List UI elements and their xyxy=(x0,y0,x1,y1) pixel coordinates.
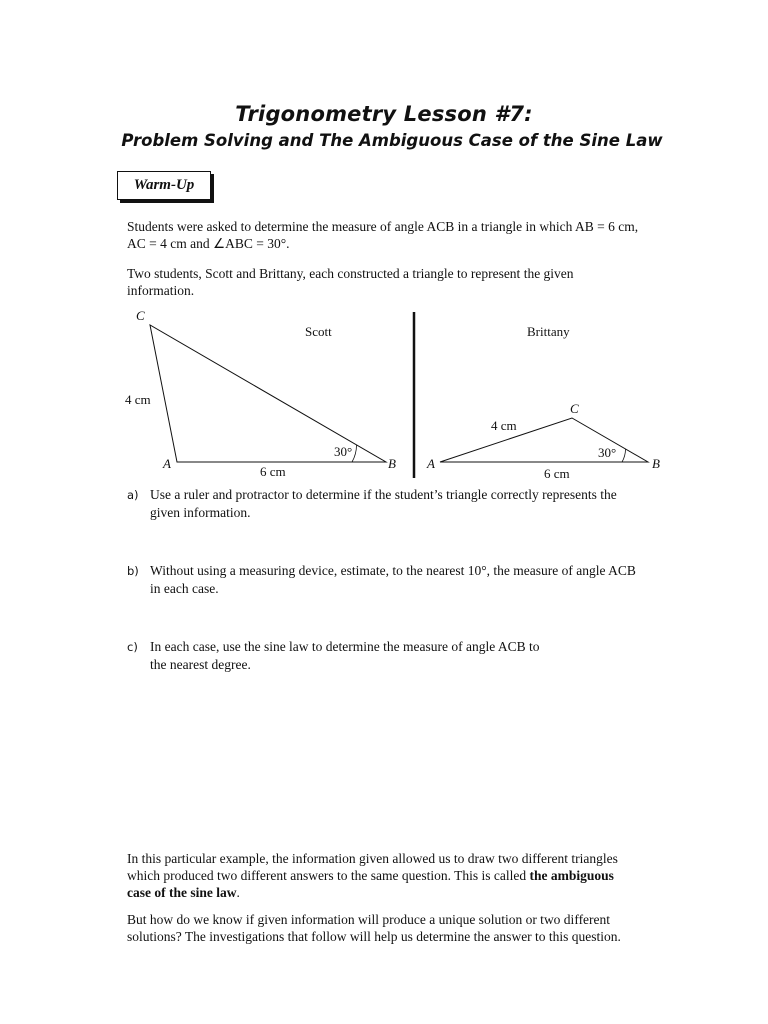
conclusion-p2-line2: solutions? The investigations that follow will help us determine the answer to this question. xyxy=(127,929,621,944)
conclusion-p2-line1: But how do we know if given information will produce a unique solution or two different xyxy=(127,912,611,927)
question-a-line2: given information. xyxy=(150,505,251,520)
scott-name-label: Scott xyxy=(305,324,332,339)
scott-vertex-b: B xyxy=(388,456,396,471)
scott-side-ac-label: 4 cm xyxy=(125,392,151,407)
conclusion-paragraph-2 xyxy=(127,911,687,945)
conclusion-p1-end: . xyxy=(236,885,240,900)
question-b-line1: Without using a measuring device, estimate, to the nearest 10°, the measure of angle ACB xyxy=(150,563,636,578)
intro-p2-line2: information. xyxy=(127,283,195,298)
question-a-letter: a) xyxy=(127,488,139,502)
brittany-side-ab-label: 6 cm xyxy=(544,466,570,481)
brittany-diagram xyxy=(426,324,660,481)
intro-p2-line1: Two students, Scott and Brittany, each constructed a triangle to represent the given xyxy=(127,266,574,281)
lesson-title: Trigonometry Lesson #7: xyxy=(235,102,533,126)
question-c xyxy=(127,638,687,673)
triangle-diagrams xyxy=(0,0,768,490)
scott-vertex-a: A xyxy=(163,456,171,471)
question-a-line1: Use a ruler and protractor to determine if the student’s triangle correctly represents the xyxy=(150,487,617,502)
brittany-triangle xyxy=(440,418,648,462)
intro-p1-line2: AC = 4 cm and ∠ABC = 30°. xyxy=(127,236,290,251)
conclusion-bold-ambiguous: the ambiguous xyxy=(529,868,614,883)
conclusion-bold-sine-law: case of the sine law xyxy=(127,885,237,900)
warm-up-label: Warm-Up xyxy=(117,171,211,200)
brittany-angle-arc xyxy=(622,449,626,462)
brittany-vertex-a: A xyxy=(427,456,435,471)
question-c-line2: the nearest degree. xyxy=(150,657,251,672)
brittany-vertex-c: C xyxy=(570,401,579,416)
scott-vertex-c: C xyxy=(136,308,145,323)
conclusion-p1-line2: which produced two different answers to the same question. This is called xyxy=(127,868,530,883)
brittany-vertex-b: B xyxy=(652,456,660,471)
question-b-line2: in each case. xyxy=(150,581,219,596)
conclusion-p1-line1: In this particular example, the information given allowed us to draw two different triangles xyxy=(127,851,618,866)
conclusion-paragraph-1 xyxy=(127,850,687,901)
lesson-subtitle: Problem Solving and The Ambiguous Case of the Sine Law xyxy=(121,131,663,150)
brittany-angle-b-label: 30° xyxy=(598,445,617,460)
scott-side-ab-label: 6 cm xyxy=(260,464,286,479)
scott-angle-b-label: 30° xyxy=(334,444,353,459)
brittany-name-label: Brittany xyxy=(527,324,570,339)
question-c-line1: In each case, use the sine law to determine the measure of angle ACB to xyxy=(150,639,540,654)
question-b xyxy=(127,562,687,597)
scott-angle-arc xyxy=(352,445,357,462)
question-a xyxy=(127,486,687,521)
question-b-letter: b) xyxy=(127,564,139,578)
scott-triangle xyxy=(150,325,386,462)
scott-diagram xyxy=(125,308,396,479)
question-c-letter: c) xyxy=(127,640,138,654)
intro-p1-line1: Students were asked to determine the measure of angle ACB in a triangle in which AB = 6 cm, xyxy=(127,219,639,234)
brittany-side-ac-label: 4 cm xyxy=(491,418,517,433)
